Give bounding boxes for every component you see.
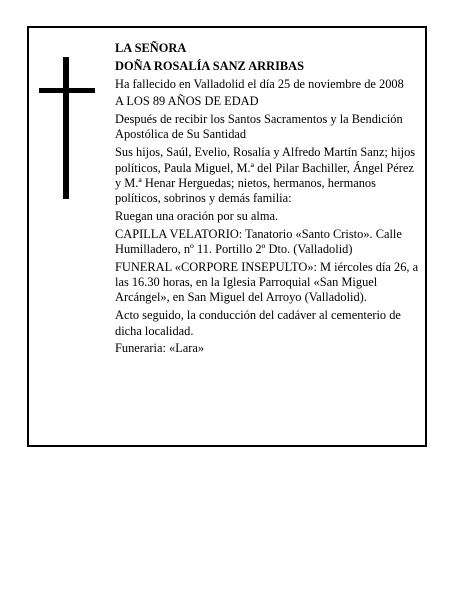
prayer-line: Ruegan una oración por su alma. — [115, 208, 279, 223]
cross-vertical-bar — [63, 57, 69, 199]
notice-title: LA SEÑORA — [115, 41, 187, 55]
age-line: A LOS 89 AÑOS DE EDAD — [115, 94, 259, 109]
funeral-line: FUNERAL «CORPORE INSEPULTO»: M iércoles día 26, a las 16.30 horas, en la Iglesia Parroquial «San Miguel Arcángel», en San Miguel del Arroyo (Valladolid). — [115, 259, 419, 305]
sacraments-line: Después de recibir los Santos Sacramentos y la Bendición Apostólica de Su Santidad — [115, 112, 403, 142]
burial-line: Acto seguido, la conducción del cadáver al cementerio de dicha localidad. — [115, 308, 401, 338]
obituary-notice — [27, 26, 427, 447]
chapel-line: CAPILLA VELATORIO: Tanatorio «Santo Cristo». Calle Humilladero, nº 11. Portillo 2º Dto. (Valladolid) — [115, 226, 402, 257]
family-line: Sus hijos, Saúl, Evelio, Rosalía y Alfredo Martín Sanz; hijos políticos, Paula Miguel, M.ª del Pilar Bachiller, Ángel Pérez y M.ª Henar Herguedas; nietos, hermanos, hermanos políticos, sobrinos y demás familia: — [115, 145, 416, 206]
death-statement: Ha fallecido en Valladolid el día 25 de noviembre de 2008 — [115, 76, 404, 91]
obituary-text — [115, 41, 421, 359]
deceased-name: DOÑA ROSALÍA SANZ ARRIBAS — [115, 58, 305, 73]
cross-icon — [39, 57, 95, 199]
cross-horizontal-bar — [39, 88, 95, 93]
funeral-home-line: Funeraria: «Lara» — [115, 341, 205, 356]
